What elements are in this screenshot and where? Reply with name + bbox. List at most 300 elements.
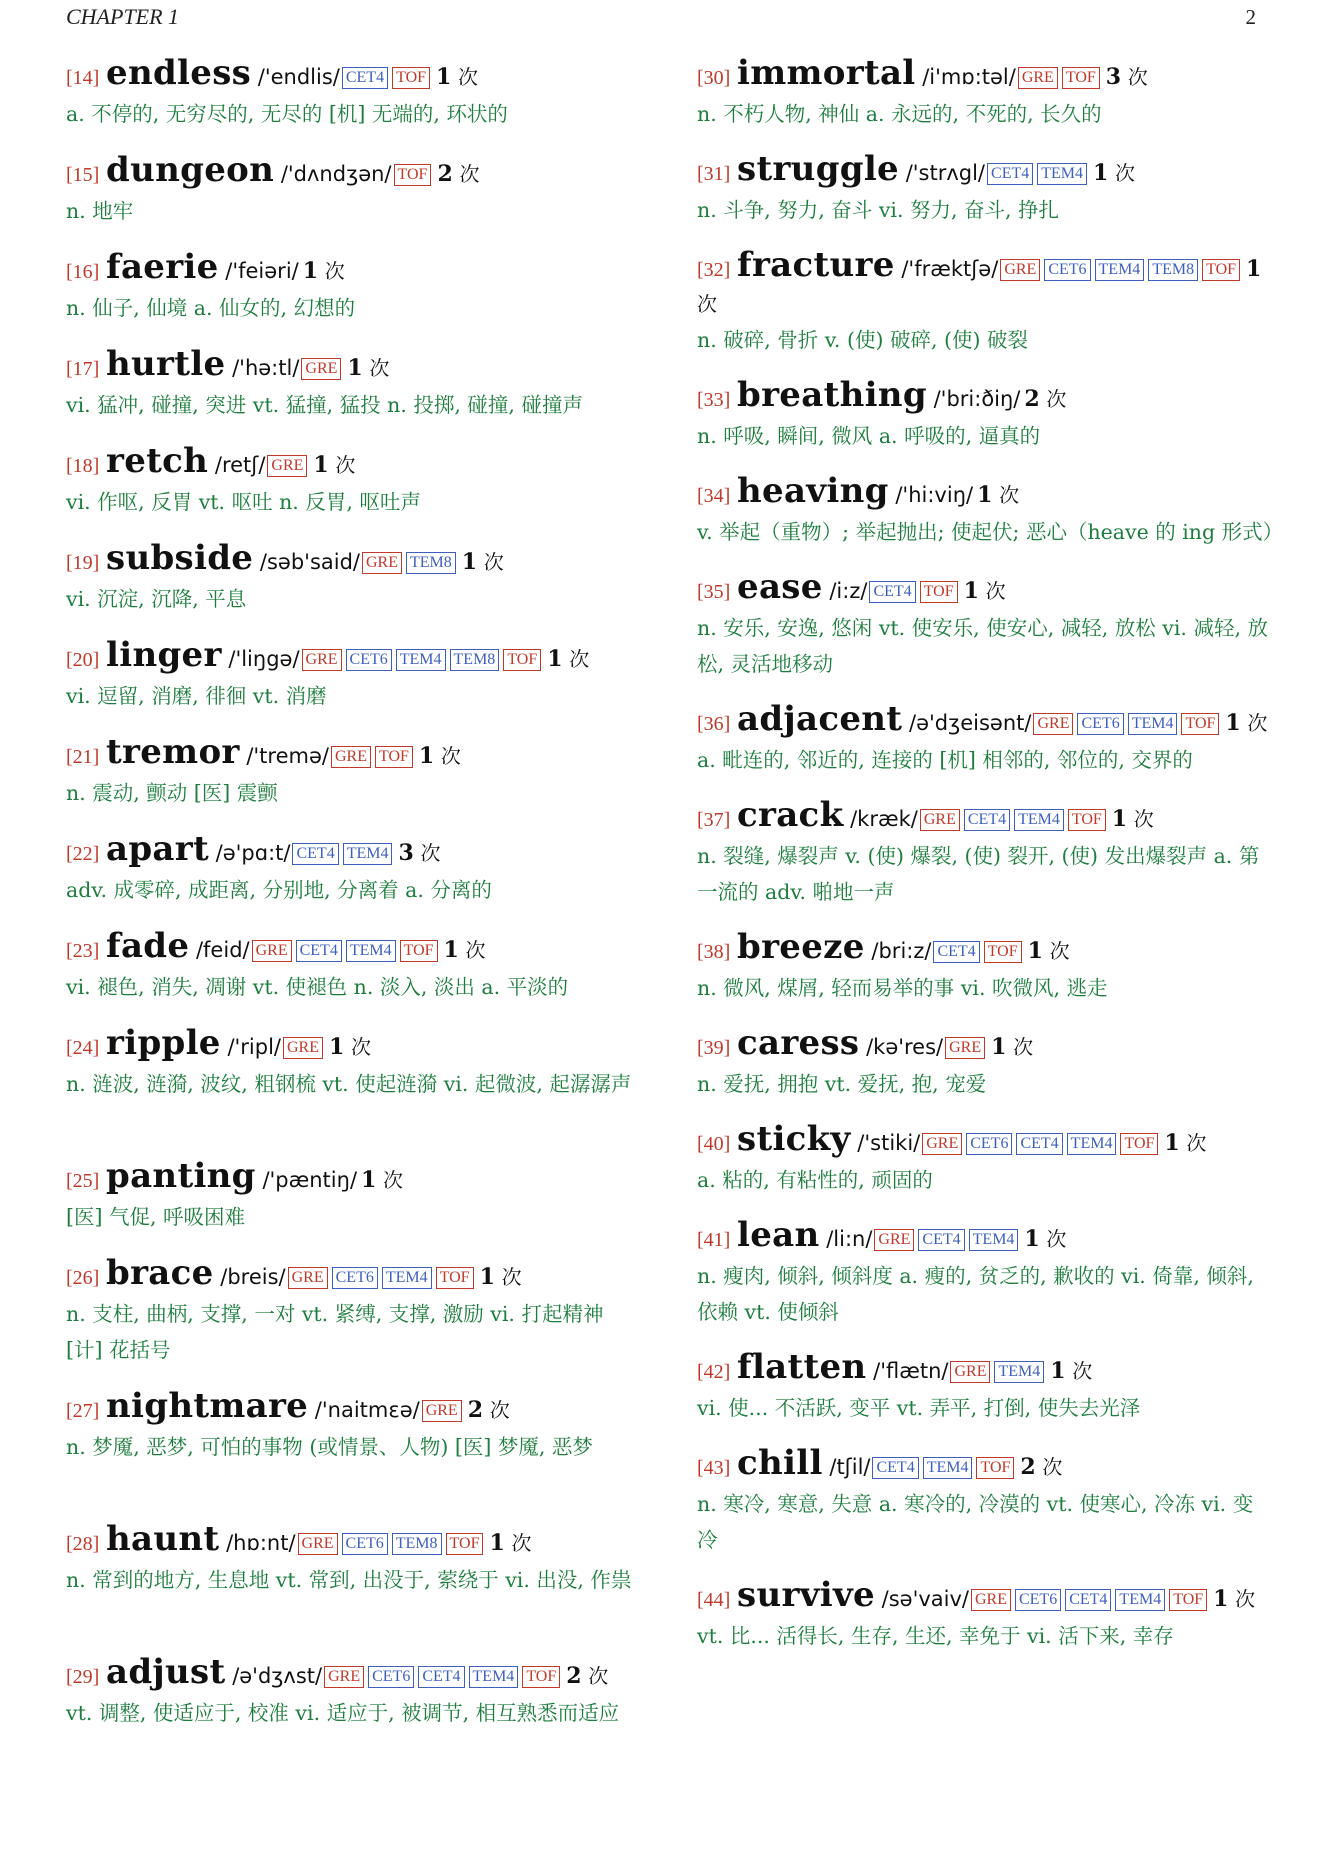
count-unit: 次 [483,550,504,574]
pronunciation: /sə'vaiv/ [881,1587,969,1611]
vocab-entry [66,538,642,618]
definition: adv. 成零碎, 成距离, 分别地, 分离着 a. 分离的 [66,878,492,902]
definition: vi. 作呕, 反胃 vt. 呕吐 n. 反胃, 呕吐声 [66,490,421,514]
headword: hurtle [106,344,226,384]
definition: n. 梦魇, 恶梦, 可怕的事物 (或情景、人物) [医] 梦魇, 恶梦 [66,1435,593,1459]
occurrence-count: 1 [347,355,363,381]
entry-number: [14] [66,67,100,89]
entry-number: [35] [697,581,731,603]
definition: n. 裂缝, 爆裂声 v. (使) 爆裂, (使) 裂开, (使) 发出爆裂声 a. 第一流的 adv. 啪地一声 [697,844,1260,904]
vocab-entry [697,1575,1273,1654]
definition: n. 破碎, 骨折 v. (使) 破碎, (使) 破裂 [697,328,1029,352]
pronunciation: /'endlis/ [257,65,340,89]
headword: adjacent [737,699,903,739]
entry-headline [66,732,642,774]
occurrence-count: 1 [313,452,329,478]
exam-tag-cet4: CET4 [342,67,388,89]
exam-tag-cet6: CET6 [368,1666,414,1688]
definition: n. 微风, 煤屑, 轻而易举的事 vi. 吹微风, 逃走 [697,976,1108,1000]
exam-tag-cet4: CET4 [933,941,979,963]
count-unit: 次 [1186,1131,1207,1155]
headword: sticky [737,1119,851,1159]
exam-tag-cet4: CET4 [872,1457,918,1479]
entry-headline [697,1347,1273,1389]
entry-number: [39] [697,1037,731,1059]
occurrence-count: 1 [361,1167,377,1193]
headword: ripple [106,1023,221,1063]
count-unit: 次 [1235,1587,1256,1611]
exam-tag-cet6: CET6 [1015,1589,1061,1611]
definition: a. 粘的, 有粘性的, 顽固的 [697,1168,933,1192]
entry-headline [66,344,642,386]
entry-headline [697,795,1273,837]
exam-tag-gre: GRE [422,1400,462,1422]
occurrence-count: 1 [1024,1226,1040,1252]
exam-tag-tof: TOF [1181,713,1219,735]
exam-tag-gre: GRE [362,552,402,574]
entry-headline [66,53,642,95]
definition: a. 不停的, 无穷尽的, 无尽的 [机] 无端的, 环状的 [66,102,508,126]
count-unit: 次 [369,356,390,380]
headword: nightmare [106,1386,309,1426]
exam-tag-cet4: CET4 [1065,1589,1111,1611]
headword: panting [106,1156,256,1196]
exam-tag-tof: TOF [394,164,432,186]
vocab-entry [697,149,1273,228]
exam-tag-tof: TOF [522,1666,560,1688]
vocab-entry [66,441,642,521]
headword: linger [106,635,222,675]
entry-headline [697,927,1273,969]
headword: adjust [106,1652,226,1692]
entry-headline [66,1386,642,1428]
exam-tag-tof: TOF [436,1267,474,1289]
entry-headline [66,538,642,580]
definition: vi. 逗留, 消磨, 徘徊 vt. 消磨 [66,684,327,708]
headword: breeze [737,927,865,967]
exam-tag-tem4: TEM4 [1037,163,1087,185]
entry-headline [697,1443,1273,1485]
entry-number: [17] [66,358,100,380]
count-unit: 次 [1049,939,1070,963]
occurrence-count: 1 [443,937,459,963]
vocab-entry [697,245,1273,358]
pronunciation: /i'mɒ:təl/ [922,65,1016,89]
exam-tag-tem4: TEM4 [1067,1133,1117,1155]
pronunciation: /ə'pɑ:t/ [215,841,291,865]
definition: a. 毗连的, 邻近的, 连接的 [机] 相邻的, 邻位的, 交界的 [697,748,1193,772]
pronunciation: /'flætn/ [873,1359,949,1383]
exam-tag-gre: GRE [331,746,371,768]
entry-number: [20] [66,649,100,671]
exam-tag-cet4: CET4 [987,163,1033,185]
occurrence-count: 1 [1164,1130,1180,1156]
exam-tag-tem4: TEM4 [1014,809,1064,831]
exam-tag-tof: TOF [400,940,438,962]
definition: n. 安乐, 安逸, 悠闲 vt. 使安乐, 使安心, 减轻, 放松 vi. 减轻, 放松, 灵活地移动 [697,616,1268,676]
entry-number: [27] [66,1400,100,1422]
entry-number: [28] [66,1533,100,1555]
entry-number: [30] [697,67,731,89]
exam-tag-gre: GRE [302,649,342,671]
occurrence-count: 2 [1020,1454,1036,1480]
pronunciation: /hɒ:nt/ [226,1531,296,1555]
pronunciation: /i:z/ [829,579,868,603]
count-unit: 次 [335,453,356,477]
count-unit: 次 [1013,1035,1034,1059]
vocab-entry [697,471,1284,550]
entry-headline [66,926,642,968]
headword: immortal [737,53,916,93]
exam-tag-gre: GRE [1000,259,1040,281]
entry-headline [66,441,642,483]
pronunciation: /kræk/ [850,807,918,831]
vocab-entry [66,53,642,133]
vocab-entry [66,1386,642,1502]
definition: n. 斗争, 努力, 奋斗 vi. 努力, 奋斗, 挣扎 [697,198,1060,222]
exam-tag-tof: TOF [392,67,430,89]
occurrence-count: 1 [963,578,979,604]
pronunciation: /'ripl/ [227,1035,281,1059]
exam-tag-tof: TOF [1068,809,1106,831]
occurrence-count: 2 [467,1397,484,1423]
entry-headline [66,247,642,289]
vocab-entry [697,1443,1273,1558]
vocab-entry [66,1253,642,1369]
headword: tremor [106,732,240,772]
entry-number: [22] [66,843,100,865]
entry-headline [66,829,642,871]
exam-tag-cet6: CET6 [1044,259,1090,281]
vocab-entry [697,375,1273,454]
pronunciation: /'dʌndʒən/ [280,162,392,186]
definition: vt. 比... 活得长, 生存, 生还, 幸免于 vi. 活下来, 幸存 [697,1624,1174,1648]
exam-tag-tem4: TEM4 [343,843,393,865]
entry-headline [697,149,1273,191]
exam-tag-tem4: TEM4 [346,940,396,962]
pronunciation: /'stiki/ [857,1131,921,1155]
headword: crack [737,795,844,835]
entry-number: [31] [697,163,731,185]
count-unit: 次 [1072,1359,1093,1383]
entry-headline [66,150,642,192]
vocab-entry [697,53,1273,132]
definition: n. 仙子, 仙境 a. 仙女的, 幻想的 [66,296,356,320]
exam-tag-tem8: TEM8 [392,1533,442,1555]
exam-tag-cet4: CET4 [918,1229,964,1251]
occurrence-count: 1 [1225,710,1241,736]
vocab-entry [66,1652,642,1768]
entry-number: [37] [697,809,731,831]
entry-headline [66,1652,642,1694]
entry-headline [66,1519,642,1561]
count-unit: 次 [501,1265,522,1289]
occurrence-count: 1 [1027,938,1043,964]
exam-tag-tof: TOF [984,941,1022,963]
exam-tag-tof: TOF [920,581,958,603]
headword: endless [106,53,252,93]
pronunciation: /'hi:viŋ/ [895,483,974,507]
pronunciation: /feid/ [195,938,250,962]
entry-number: [25] [66,1170,100,1192]
headword: caress [737,1023,860,1063]
exam-tag-gre: GRE [267,455,307,477]
entry-headline [697,1023,1273,1065]
vocab-entry [66,635,642,715]
definition: n. 涟波, 涟漪, 波纹, 粗钢梳 vt. 使起涟漪 vi. 起微波, 起潺潺声 [66,1072,632,1096]
exam-tag-gre: GRE [283,1037,323,1059]
entry-number: [34] [697,485,731,507]
vocab-entry [697,1119,1273,1198]
exam-tag-cet4: CET4 [296,940,342,962]
definition: n. 不朽人物, 神仙 a. 永远的, 不死的, 长久的 [697,102,1102,126]
page-number: 2 [1245,4,1256,29]
exam-tag-cet4: CET4 [418,1666,464,1688]
entry-number: [44] [697,1589,731,1611]
exam-tag-tof: TOF [1202,259,1240,281]
count-unit: 次 [1127,65,1148,89]
exam-tag-gre: GRE [288,1267,328,1289]
count-unit: 次 [1247,711,1268,735]
occurrence-count: 1 [1050,1358,1066,1384]
occurrence-count: 1 [436,64,452,90]
exam-tag-tem4: TEM4 [1095,259,1145,281]
entry-number: [15] [66,164,100,186]
pronunciation: /'naitmεə/ [314,1398,420,1422]
entry-number: [23] [66,940,100,962]
count-unit: 次 [588,1664,609,1688]
exam-tag-gre: GRE [298,1533,338,1555]
left-column [66,53,642,1788]
headword: faerie [106,247,219,287]
occurrence-count: 1 [1093,160,1109,186]
pronunciation: /səb'said/ [259,550,360,574]
exam-tag-tof: TOF [503,649,541,671]
exam-tag-gre: GRE [950,1361,990,1383]
occurrence-count: 1 [1246,256,1262,282]
headword: chill [737,1443,823,1483]
entry-headline [697,699,1273,741]
entry-headline [697,567,1273,609]
vocab-entry [66,150,642,230]
pronunciation: /'fræktʃə/ [901,257,999,281]
occurrence-count: 1 [991,1034,1007,1060]
entry-number: [36] [697,713,731,735]
entry-number: [40] [697,1133,731,1155]
definition: vi. 使... 不活跃, 变平 vt. 弄平, 打倒, 使失去光泽 [697,1396,1141,1420]
definition: vi. 沉淀, 沉降, 平息 [66,587,247,611]
pronunciation: /ə'dʒʌst/ [232,1664,323,1688]
entry-headline [697,1215,1273,1257]
definition: n. 支柱, 曲柄, 支撑, 一对 vt. 紧缚, 支撑, 激励 vi. 打起精神 [计] 花括号 [66,1302,604,1362]
occurrence-count: 1 [479,1264,495,1290]
entry-number: [33] [697,389,731,411]
exam-tag-gre: GRE [874,1229,914,1251]
exam-tag-tem4: TEM4 [1115,1589,1165,1611]
definition: [医] 气促, 呼吸困难 [66,1205,246,1229]
headword: struggle [737,149,899,189]
vocab-entry [66,1023,642,1139]
entry-number: [41] [697,1229,731,1251]
exam-tag-gre: GRE [922,1133,962,1155]
exam-tag-tem8: TEM8 [406,552,456,574]
vocab-entry [66,344,642,424]
occurrence-count: 1 [489,1530,505,1556]
exam-tag-cet4: CET4 [869,581,915,603]
count-unit: 次 [383,1168,404,1192]
count-unit: 次 [458,65,479,89]
headword: breathing [737,375,927,415]
entry-headline [697,471,1273,513]
exam-tag-gre: GRE [971,1589,1011,1611]
entry-headline [697,1575,1273,1617]
pronunciation: /li:n/ [826,1227,873,1251]
headword: lean [737,1215,820,1255]
exam-tag-tem4: TEM4 [396,649,446,671]
exam-tag-tof: TOF [976,1457,1014,1479]
count-unit: 次 [324,259,345,283]
occurrence-count: 3 [1105,64,1122,90]
exam-tag-tem4: TEM4 [969,1229,1019,1251]
count-unit: 次 [351,1035,371,1059]
entry-number: [24] [66,1037,100,1059]
pronunciation: /'bri:ðiŋ/ [933,387,1021,411]
headword: fade [106,926,190,966]
chapter-title: CHAPTER 1 [66,4,180,29]
occurrence-count: 3 [398,840,414,866]
exam-tag-tem4: TEM4 [469,1666,519,1688]
definition: n. 瘦肉, 倾斜, 倾斜度 a. 瘦的, 贫乏的, 歉收的 vi. 倚靠, 倾斜, 依赖 vt. 使倾斜 [697,1264,1254,1324]
entry-number: [21] [66,746,100,768]
headword: retch [106,441,209,481]
vocab-entry [66,926,642,1006]
definition: n. 呼吸, 瞬间, 微风 a. 呼吸的, 逼真的 [697,424,1041,448]
entry-number: [43] [697,1457,731,1479]
entry-headline [66,1156,642,1198]
count-unit: 次 [697,292,717,316]
exam-tag-gre: GRE [252,940,292,962]
definition: n. 震动, 颤动 [医] 震颤 [66,781,278,805]
exam-tag-tem8: TEM8 [1148,259,1198,281]
definition: n. 寒冷, 寒意, 失意 a. 寒冷的, 冷漠的 vt. 使寒心, 冷冻 vi. 变冷 [697,1492,1254,1552]
exam-tag-tem4: TEM4 [994,1361,1044,1383]
definition: vi. 褪色, 消失, 凋谢 vt. 使褪色 n. 淡入, 淡出 a. 平淡的 [66,975,569,999]
entry-number: [42] [697,1361,731,1383]
pronunciation: /breis/ [220,1265,286,1289]
exam-tag-tem4: TEM4 [382,1267,432,1289]
exam-tag-cet6: CET6 [332,1267,378,1289]
exam-tag-gre: GRE [920,809,960,831]
pronunciation: /'hə:tl/ [232,356,300,380]
vocab-entry [697,1347,1273,1426]
headword: ease [737,567,823,607]
pronunciation: /'tremə/ [246,744,329,768]
entry-number: [16] [66,261,100,283]
exam-tag-gre: GRE [301,358,341,380]
count-unit: 次 [465,938,486,962]
count-unit: 次 [1115,161,1136,185]
headword: apart [106,829,209,869]
entry-headline [697,375,1273,417]
pronunciation: /retʃ/ [214,453,266,477]
entry-headline [66,1023,642,1065]
headword: dungeon [106,150,275,190]
occurrence-count: 2 [566,1663,582,1689]
exam-tag-tof: TOF [1169,1589,1207,1611]
headword: heaving [737,471,889,511]
vocab-entry [66,247,642,327]
headword: subside [106,538,254,578]
right-column [697,53,1284,1674]
pronunciation: /kə'res/ [866,1035,944,1059]
count-unit: 次 [985,579,1006,603]
entry-headline [697,245,1273,321]
vocab-entry [66,829,642,909]
vocab-entry [697,795,1273,910]
occurrence-count: 1 [547,646,563,672]
exam-tag-tem8: TEM8 [450,649,500,671]
exam-tag-gre: GRE [1018,67,1058,89]
count-unit: 次 [420,841,441,865]
occurrence-count: 1 [1213,1586,1229,1612]
count-unit: 次 [489,1398,510,1422]
exam-tag-gre: GRE [324,1666,364,1688]
headword: haunt [106,1519,220,1559]
exam-tag-cet6: CET6 [966,1133,1012,1155]
exam-tag-cet4: CET4 [292,843,338,865]
exam-tag-tof: TOF [375,746,413,768]
exam-tag-tem4: TEM4 [1128,713,1178,735]
exam-tag-cet6: CET6 [342,1533,388,1555]
pronunciation: /'strʌgl/ [905,161,986,185]
entry-headline [697,1119,1273,1161]
vocab-entry [697,1215,1273,1330]
vocab-entry [697,927,1273,1006]
occurrence-count: 2 [437,161,453,187]
entry-headline [66,635,642,677]
occurrence-count: 1 [1111,806,1128,832]
vocab-entry [66,732,642,812]
headword: survive [737,1575,875,1615]
pronunciation: /'liŋgə/ [228,647,300,671]
definition: v. 举起（重物）; 举起抛出; 使起伏; 恶心（heave 的 ing 形式） [697,520,1284,544]
count-unit: 次 [1046,1227,1067,1251]
vocab-entry [697,699,1273,778]
count-unit: 次 [1046,387,1067,411]
occurrence-count: 1 [977,482,993,508]
exam-tag-tof: TOF [1120,1133,1158,1155]
exam-tag-tem4: TEM4 [923,1457,973,1479]
definition: vi. 猛冲, 碰撞, 突进 vt. 猛撞, 猛投 n. 投掷, 碰撞, 碰撞声 [66,393,583,417]
count-unit: 次 [440,744,461,768]
entry-number: [32] [697,259,731,281]
exam-tag-tof: TOF [1062,67,1100,89]
count-unit: 次 [459,162,480,186]
entry-headline [697,53,1273,95]
count-unit: 次 [999,483,1020,507]
headword: fracture [737,245,895,285]
exam-tag-cet4: CET4 [964,809,1010,831]
count-unit: 次 [1042,1455,1063,1479]
entry-headline [66,1253,642,1295]
occurrence-count: 1 [461,549,478,575]
vocab-entry [697,567,1273,682]
exam-tag-cet6: CET6 [1077,713,1123,735]
occurrence-count: 1 [418,743,435,769]
exam-tag-gre: GRE [1033,713,1073,735]
exam-tag-tof: TOF [446,1533,484,1555]
vocab-entry [66,1519,642,1635]
